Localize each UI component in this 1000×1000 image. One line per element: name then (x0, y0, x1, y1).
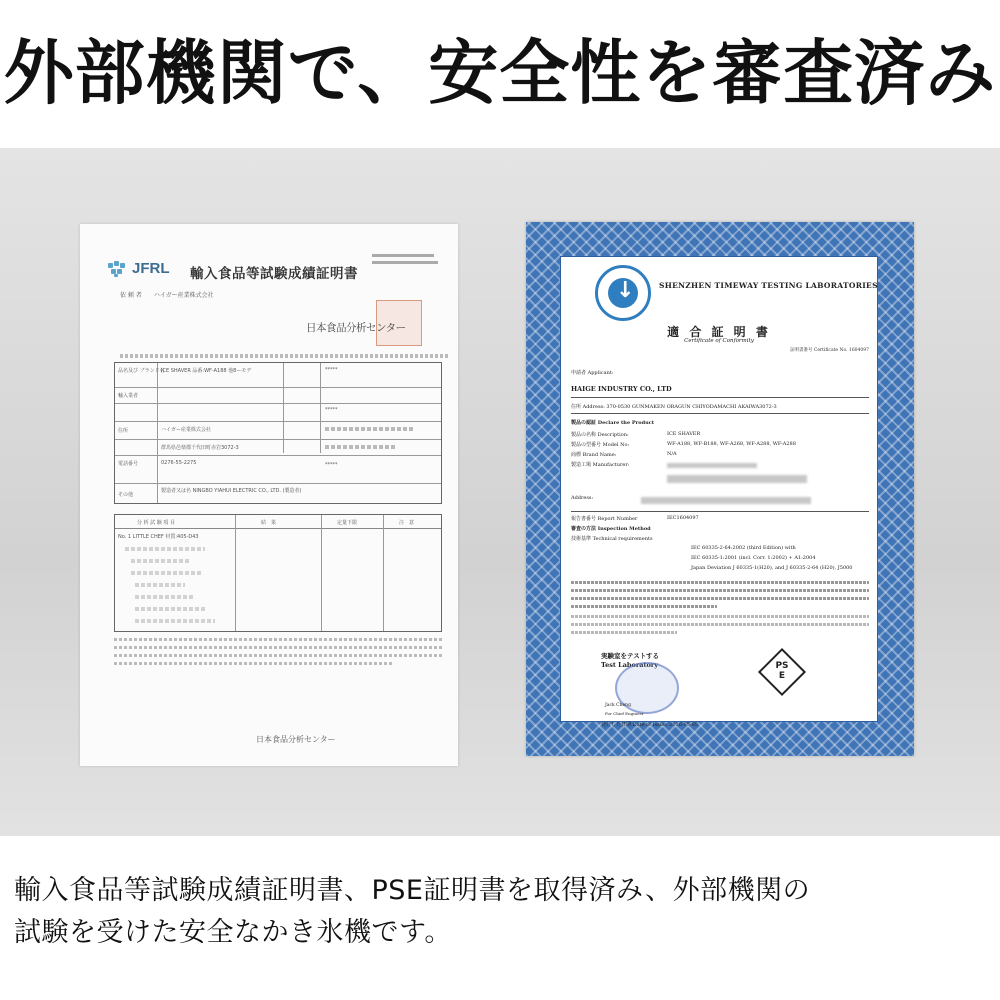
address-label: 住所 (118, 428, 129, 434)
model-label: 製品の型番号 Model No: (571, 442, 630, 448)
col-limit: 定量下限 (337, 520, 358, 526)
statement-text (571, 581, 869, 584)
redacted-text (325, 427, 415, 431)
importer-label: 輸入業者 (118, 393, 139, 399)
jfrl-results-table (114, 514, 442, 632)
report-value: IEC1604097 (667, 515, 699, 521)
requirement-1: IEC 60335-2-64:2002 (third Edition) with (691, 545, 796, 551)
description-label: 製品の名称 Description: (571, 432, 629, 438)
jfrl-title: 輸入食品等試験成績証明書 (190, 266, 358, 282)
col-note: 注 意 (399, 520, 415, 526)
statement-text (571, 597, 869, 600)
jfrl-client: 依 頼 者 ハイガー産業株式会社 (120, 292, 214, 299)
headline: 外部機関で、安全性を審査済み (3, 32, 997, 114)
first-item: No. 1 LITTLE CHEF 材質:405-D43 (118, 534, 199, 540)
product-label: 品名及び ブランド名 (118, 368, 165, 374)
pse-mark-bottom: E (778, 671, 786, 681)
jfrl-logo (108, 260, 170, 277)
redacted-manufacturer (667, 463, 757, 468)
importer-value: ハイガー産業株式会社 (161, 427, 211, 433)
jfrl-logo-text: JFRL (132, 260, 170, 277)
declare-product: 製品の認証 Declare the Product (571, 420, 655, 426)
test-lab-en: Test Laboratory (601, 661, 658, 669)
jfrl-center-name: 日本食品分析センター (306, 322, 406, 334)
redacted-address (641, 497, 811, 504)
statement-text (571, 589, 869, 592)
address2-label: Address: (571, 495, 594, 501)
jfrl-footnote (114, 646, 444, 649)
result-line (131, 571, 201, 575)
pse-mark-text (767, 661, 797, 681)
masked-value: ***** (325, 367, 338, 373)
brand-value: N/A (667, 451, 677, 457)
result-line (131, 559, 191, 563)
pse-conformity-certificate (526, 222, 914, 756)
col-item: 分 析 試 験 項 目 (137, 520, 175, 526)
caption-line-2: 試験を受けた安全なかき氷機です。 (14, 917, 452, 948)
jfrl-logo-icon (108, 261, 128, 277)
signer-role: For Chief Engineer (605, 711, 644, 716)
statement-text (571, 631, 677, 634)
jfrl-footer-center: 日本食品分析センター (256, 735, 336, 744)
other-label: その他 (118, 492, 134, 498)
result-line (135, 583, 185, 587)
lab-logo-icon (595, 265, 651, 321)
caption-line-1: 輸入食品等試験成績証明書、PSE証明書を取得済み、外部機関の (14, 875, 811, 906)
jfrl-footnote (114, 654, 444, 657)
phone-label: 電話番号 (118, 461, 139, 467)
applicant-name: HAIGE INDUSTRY CO., LTD (571, 385, 672, 393)
certificate-title: 適 合 証 明 書 (667, 325, 771, 339)
signer-name: Jack Cheng (605, 703, 631, 708)
col-result: 結 果 (261, 520, 277, 526)
requirement-2: IEC 60335-1:2001 (incl. Corr. 1:2002) + A1:2004 (691, 555, 816, 561)
redacted-text (325, 445, 395, 449)
model-value: WF-A188, WF-B188, WF-A268, WF-A288, WF-A288 (667, 441, 796, 447)
result-line (135, 619, 215, 623)
result-line (135, 607, 205, 611)
jfrl-footnote (114, 662, 394, 665)
masked-value: ***** (325, 407, 338, 413)
product-value: ICE SHAVER 品番:WF-A188 他8ーモデ (161, 368, 252, 374)
phone-value: 0276-55-2275 (161, 460, 197, 466)
address-value: 群馬県邑楽郡千代田町赤岩3072-3 (161, 445, 239, 451)
statement-text (571, 615, 869, 618)
result-line (125, 547, 205, 551)
requirement-3: Japan Deviation J 60335-1(H20), and J 60335-2-64 (H20), J5000 (691, 565, 853, 571)
requirements-label: 技術基準 Technical requirements (571, 536, 653, 542)
brand-label: 商標 Brand Name: (571, 452, 617, 458)
caption (14, 870, 994, 954)
issue-date: 発行した日期 Date of Issue: 2016-05-05 (601, 722, 698, 728)
certificate-body (560, 256, 878, 728)
inspection-method: 審査の方法 Inspection Method (571, 526, 651, 532)
jfrl-info-table (114, 362, 442, 504)
redacted-manufacturer (667, 475, 807, 483)
applicant-label: 申請者 Applicant: (571, 370, 614, 376)
test-lab-jp: 実験室をテストする (601, 652, 660, 660)
statement-text (571, 623, 869, 626)
report-label: 報告書番号 Report Number (571, 516, 638, 522)
pse-mark-top: PS (775, 661, 789, 671)
statement-text (571, 605, 717, 608)
applicant-address: 住所 Address: 370-0530 GUNMAKEN ORAGUN CHIYODAMACHI AKAIWA3072-3 (571, 404, 777, 410)
lab-name: SHENZHEN TIMEWAY TESTING LABORATORIES (659, 281, 878, 290)
jfrl-test-certificate (80, 224, 458, 766)
masked-value: ***** (325, 462, 338, 468)
jfrl-footnote (114, 638, 444, 641)
description-value: ICE SHAVER (667, 431, 701, 437)
result-line (135, 595, 195, 599)
manufacturer-value: 製造者又は名 NINGBO YIAHUI ELECTRIC CO., LTD. (製造者) (161, 488, 302, 494)
jfrl-intro-text (120, 354, 450, 358)
manufacturer-label: 製造工場 Manufacturer: (571, 462, 630, 468)
certificate-number: 証明書番号 Certificate No. 1604097 (789, 348, 869, 353)
jfrl-reference (372, 254, 438, 264)
certificate-subtitle: Certificate of Conformity (684, 338, 754, 344)
